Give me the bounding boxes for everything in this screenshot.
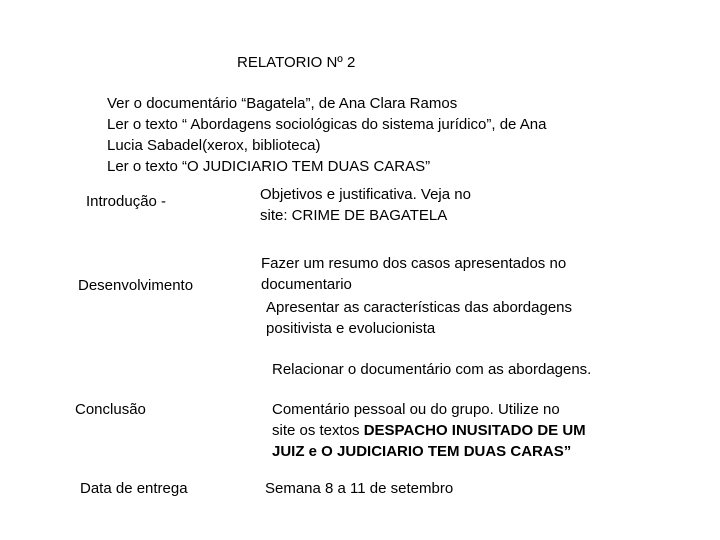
conclusao-bold-text: DESPACHO INUSITADO DE UM — [363, 422, 586, 439]
introducao-line: site: CRIME DE BAGATELA — [260, 207, 448, 224]
conclusao-text — [272, 399, 586, 462]
desenvolvimento-line: Apresentar as características das abordagens — [266, 299, 572, 316]
task-line: Lucia Sabadel(xerox, biblioteca) — [107, 137, 321, 154]
introducao-label: Introdução - — [86, 193, 167, 210]
entrega-value: Semana 8 a 11 de setembro — [265, 480, 454, 497]
task-line: Ver o documentário “Bagatela”, de Ana Clara Ramos — [107, 95, 458, 112]
conclusao-bold-text: JUIZ e O JUDICIARIO TEM DUAS CARAS” — [272, 443, 572, 460]
conclusao-line — [272, 420, 586, 441]
entrega-label: Data de entrega — [80, 480, 188, 497]
conclusao-line: Comentário pessoal ou do grupo. Utilize no — [272, 401, 560, 418]
desenvolvimento-item-resumo — [261, 253, 566, 295]
desenvolvimento-label: Desenvolvimento — [78, 277, 194, 294]
conclusao-line — [272, 441, 586, 462]
desenvolvimento-item-abordagens — [266, 297, 572, 339]
desenvolvimento-line: documentario — [261, 276, 352, 293]
desenvolvimento-line: positivista e evolucionista — [266, 320, 436, 337]
task-list — [107, 93, 546, 177]
page-title: RELATORIO Nº 2 — [237, 54, 356, 71]
desenvolvimento-item-relacionar: Relacionar o documentário com as abordagens. — [272, 361, 592, 378]
conclusao-prefix: site os textos — [272, 422, 364, 439]
introducao-text — [260, 184, 471, 226]
task-line: Ler o texto “ Abordagens sociológicas do sistema jurídico”, de Ana — [107, 116, 547, 133]
desenvolvimento-line: Fazer um resumo dos casos apresentados no — [261, 255, 567, 272]
conclusao-label: Conclusão — [75, 401, 146, 418]
introducao-line: Objetivos e justificativa. Veja no — [260, 186, 471, 203]
task-line: Ler o texto “O JUDICIARIO TEM DUAS CARAS” — [107, 158, 431, 175]
